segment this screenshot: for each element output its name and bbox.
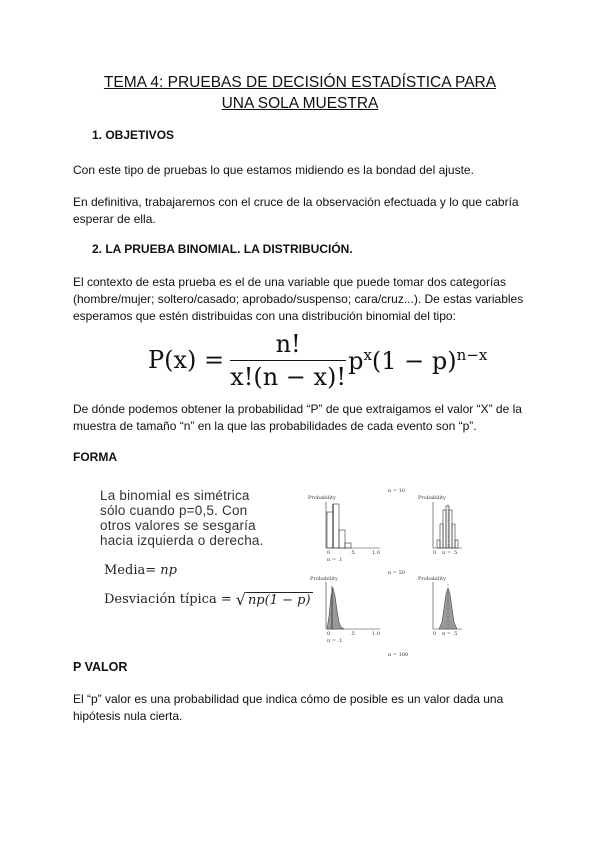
chart2-bar [440,524,443,548]
label-n-mid: n = 50 [388,570,405,576]
chart1-tick-5: .5 [350,550,355,556]
chart-n10-pi05 [418,495,462,556]
formula-denominator: x!(n − x)! [230,362,347,391]
forma-description [100,488,278,548]
media-formula [104,563,177,578]
paragraph-probability-line2: muestra de tamaño “n” en la que las probabilidades de cada evento son “p”. [73,419,477,433]
pvalor-paragraph-line1: El “p” valor es una probabilidad que indica cómo de posible es un valor dada una [73,692,504,706]
chart2-tick-0: 0 [433,550,437,556]
formula-rhs [348,346,487,375]
chart4-tick-0: 0 [433,631,437,637]
paragraph-binomial-line2: (hombre/mujer; soltero/casado; aprobado/suspenso; cara/cruz...). De estas variables [73,292,524,306]
desviacion-expr: np(1 − p) [247,592,311,608]
forma-text-line3: otros valores se sesgaría [100,518,256,533]
chart3-prob-label: Probability [310,576,338,582]
chart1-bar [339,530,345,548]
desviacion-formula [104,590,313,609]
chart2-bar [443,510,446,548]
label-n-top: n = 10 [388,488,405,494]
chart1-bar [327,512,333,548]
binomial-charts [300,484,465,659]
formula-numerator: n! [230,330,346,361]
chart2-bar [455,540,458,548]
chart4-pi: π = .5 [442,631,458,637]
media-label: Media= [104,563,157,578]
chart1-pi: π = .1 [327,557,343,563]
chart3-distribution [327,588,344,629]
forma-text-line1: La binomial es simétrica [100,488,250,503]
chart3-tick-1: 1.0 [372,631,380,637]
paragraph-binomial-line3: esperamos que estén distribuidas con una distribución binomial del tipo: [73,309,456,323]
formula-exp-nx: n−x [456,345,488,364]
page-title-line1: TEMA 4: PRUEBAS DE DECISIÓN ESTADÍSTICA PARA [103,74,497,91]
section-heading-binomial: 2. LA PRUEBA BINOMIAL. LA DISTRIBUCIÓN. [92,242,353,256]
paragraph-objetivos-1: Con este tipo de pruebas lo que estamos midiendo es la bondad del ajuste. [73,163,474,177]
paragraph-objetivos-2-line2: esperar de ella. [73,212,156,226]
chart3-tick-0: 0 [327,631,331,637]
chart2-bar [446,506,449,548]
chart2-bar [449,510,452,548]
chart3-pi: π = .1 [327,638,343,644]
pvalor-paragraph-line2: hipótesis nula cierta. [73,709,183,723]
chart1-tick-1: 1.0 [372,550,380,556]
media-expr: np [160,563,177,578]
chart2-bar [437,540,440,548]
chart1-prob-label: Probability [308,495,336,501]
chart2-prob-label: Probability [418,495,446,501]
chart2-pi: π = .5 [442,550,458,556]
chart2-bar [452,524,455,548]
chart3-tick-5: .5 [350,631,355,637]
page-title-line2: UNA SOLA MUESTRA [221,95,379,112]
desviacion-label: Desviación típica = [104,592,232,607]
chart-n50-pi05 [418,576,462,637]
pvalor-heading: P VALOR [73,660,128,674]
paragraph-binomial-line1: El contexto de esta prueba es el de una variable que puede tomar dos categorías [73,275,506,289]
label-n-bot: n = 100 [388,652,409,658]
forma-heading: FORMA [73,450,117,464]
chart1-bar [333,504,339,548]
forma-text-line4: hacia izquierda o derecha. [100,533,264,548]
binomial-formula [148,330,487,390]
paragraph-probability-line1: De dónde podemos obtener la probabilidad “P” de que extraigamos el valor “X” de la [73,402,522,416]
formula-exp-x: x [363,345,372,364]
chart-n10-pi01 [308,495,380,563]
chart1-bar [345,543,351,548]
section-heading-objetivos: 1. OBJETIVOS [92,128,175,142]
sqrt-icon: √ [235,590,246,609]
paragraph-objetivos-2-line1: En definitiva, trabajaremos con el cruce de la observación efectuada y lo que cabría [73,195,519,209]
chart-n50-pi01 [310,576,380,644]
forma-text-line2: sólo cuando p=0,5. Con [100,503,248,518]
chart1-tick-0: 0 [327,550,331,556]
formula-one-minus-p: (1 − p) [371,346,457,375]
formula-fraction [230,330,346,391]
formula-lhs: P(x) = [148,346,225,374]
chart4-prob-label: Probability [418,576,446,582]
formula-p: p [348,346,364,375]
